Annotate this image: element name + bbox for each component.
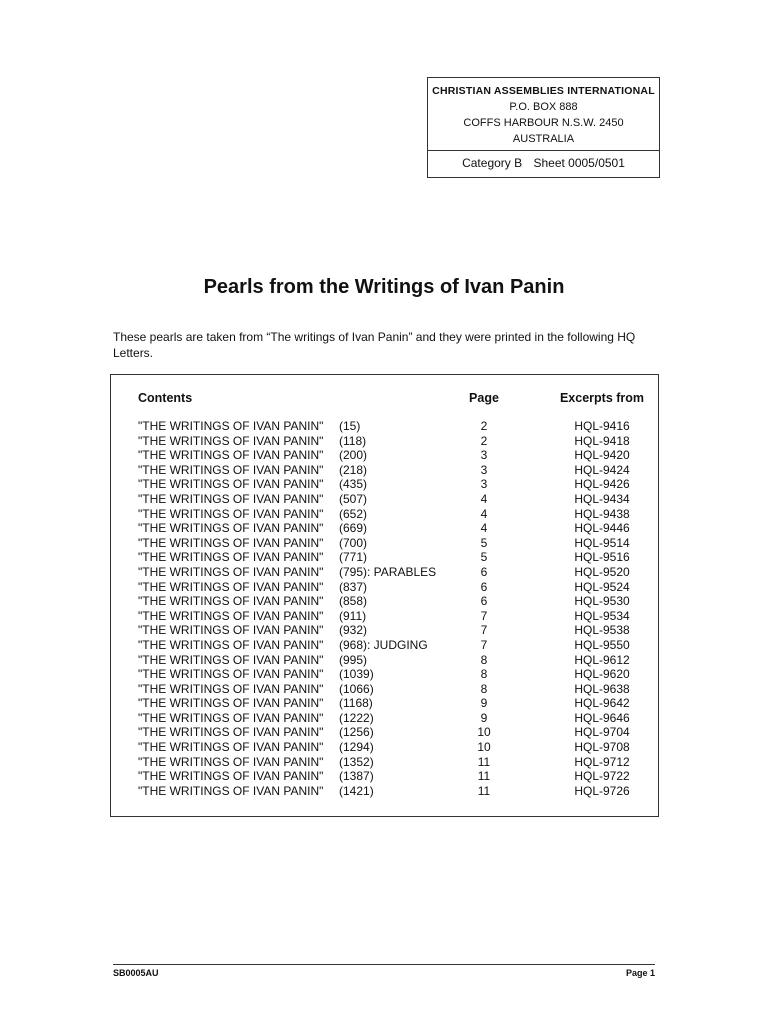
address-box bbox=[427, 77, 660, 178]
row-page: 6 bbox=[480, 564, 488, 579]
row-title: "THE WRITINGS OF IVAN PANIN" bbox=[138, 667, 324, 682]
table-row bbox=[138, 507, 658, 522]
row-title: "THE WRITINGS OF IVAN PANIN" bbox=[138, 550, 324, 565]
row-page: 5 bbox=[480, 535, 488, 550]
row-excerpt-ref: HQL-9646 bbox=[574, 710, 630, 725]
table-row bbox=[138, 755, 658, 770]
row-page: 6 bbox=[480, 594, 488, 609]
row-number: (771) bbox=[339, 550, 368, 565]
row-number: (995) bbox=[339, 652, 368, 667]
row-excerpt-ref: HQL-9726 bbox=[574, 783, 630, 798]
row-excerpt-ref: HQL-9638 bbox=[574, 681, 630, 696]
row-number: (218) bbox=[339, 462, 368, 477]
row-page: 10 bbox=[477, 740, 491, 755]
row-number: (669) bbox=[339, 521, 368, 536]
contents-rows bbox=[138, 419, 658, 798]
row-title: "THE WRITINGS OF IVAN PANIN" bbox=[138, 783, 324, 798]
row-number: (1387) bbox=[339, 769, 374, 784]
table-row bbox=[138, 492, 658, 507]
row-page: 4 bbox=[480, 521, 488, 536]
row-excerpt-ref: HQL-9704 bbox=[574, 725, 630, 740]
table-row bbox=[138, 667, 658, 682]
row-title: "THE WRITINGS OF IVAN PANIN" bbox=[138, 521, 324, 536]
row-number: (932) bbox=[339, 623, 368, 638]
row-excerpt-ref: HQL-9426 bbox=[574, 477, 630, 492]
row-title: "THE WRITINGS OF IVAN PANIN" bbox=[138, 681, 324, 696]
footer-divider bbox=[113, 964, 655, 965]
row-number: (507) bbox=[339, 491, 368, 506]
row-number: (1352) bbox=[339, 754, 374, 769]
row-number: (700) bbox=[339, 535, 368, 550]
row-number: (1222) bbox=[339, 710, 374, 725]
row-excerpt-ref: HQL-9446 bbox=[574, 521, 630, 536]
footer-code: SB0005AU bbox=[113, 968, 159, 978]
row-number: (1294) bbox=[339, 740, 374, 755]
row-title: "THE WRITINGS OF IVAN PANIN" bbox=[138, 491, 324, 506]
row-title: "THE WRITINGS OF IVAN PANIN" bbox=[138, 419, 324, 433]
row-title: "THE WRITINGS OF IVAN PANIN" bbox=[138, 433, 324, 448]
table-row bbox=[138, 434, 658, 449]
table-row bbox=[138, 448, 658, 463]
row-excerpt-ref: HQL-9514 bbox=[574, 535, 630, 550]
row-title: "THE WRITINGS OF IVAN PANIN" bbox=[138, 608, 324, 623]
table-row bbox=[138, 477, 658, 492]
row-excerpt-ref: HQL-9416 bbox=[574, 419, 630, 433]
row-excerpt-ref: HQL-9612 bbox=[574, 652, 630, 667]
row-number: (795): PARABLES bbox=[339, 564, 437, 579]
sheet-label: Sheet 0005/0501 bbox=[533, 156, 625, 170]
table-row bbox=[138, 784, 658, 799]
row-page: 7 bbox=[480, 637, 488, 652]
row-title: "THE WRITINGS OF IVAN PANIN" bbox=[138, 696, 324, 711]
row-page: 10 bbox=[477, 725, 491, 740]
table-row bbox=[138, 638, 658, 653]
row-excerpt-ref: HQL-9420 bbox=[574, 448, 630, 463]
row-excerpt-ref: HQL-9550 bbox=[574, 637, 630, 652]
row-number: (911) bbox=[339, 608, 367, 623]
row-title: "THE WRITINGS OF IVAN PANIN" bbox=[138, 710, 324, 725]
row-number: (1256) bbox=[339, 725, 374, 740]
table-row bbox=[138, 594, 658, 609]
row-page: 2 bbox=[480, 433, 488, 448]
contents-table bbox=[110, 374, 659, 817]
row-page: 11 bbox=[477, 783, 491, 798]
row-title: "THE WRITINGS OF IVAN PANIN" bbox=[138, 725, 324, 740]
address-line-2: COFFS HARBOUR N.S.W. 2450 bbox=[463, 117, 624, 129]
table-row bbox=[138, 725, 658, 740]
header-contents: Contents bbox=[138, 391, 193, 405]
row-number: (15) bbox=[339, 419, 361, 433]
row-page: 7 bbox=[480, 623, 488, 638]
row-number: (200) bbox=[339, 448, 368, 463]
row-excerpt-ref: HQL-9722 bbox=[574, 769, 630, 784]
row-title: "THE WRITINGS OF IVAN PANIN" bbox=[138, 754, 324, 769]
row-title: "THE WRITINGS OF IVAN PANIN" bbox=[138, 652, 324, 667]
row-title: "THE WRITINGS OF IVAN PANIN" bbox=[138, 477, 324, 492]
row-number: (968): JUDGING bbox=[339, 637, 428, 652]
row-page: 3 bbox=[480, 477, 488, 492]
table-row bbox=[138, 623, 658, 638]
row-excerpt-ref: HQL-9530 bbox=[574, 594, 630, 609]
row-number: (1039) bbox=[339, 667, 374, 682]
row-title: "THE WRITINGS OF IVAN PANIN" bbox=[138, 535, 324, 550]
row-page: 9 bbox=[480, 710, 488, 725]
row-number: (1168) bbox=[339, 696, 373, 711]
row-number: (1066) bbox=[339, 681, 374, 696]
category-label: Category B bbox=[462, 156, 523, 170]
table-row bbox=[138, 419, 658, 434]
row-excerpt-ref: HQL-9418 bbox=[574, 433, 630, 448]
table-row bbox=[138, 536, 658, 551]
address-line-1: P.O. BOX 888 bbox=[509, 101, 578, 113]
organization-name: CHRISTIAN ASSEMBLIES INTERNATIONAL bbox=[432, 85, 655, 97]
row-page: 3 bbox=[480, 462, 488, 477]
row-page: 2 bbox=[480, 419, 488, 433]
table-row bbox=[138, 682, 658, 697]
row-excerpt-ref: HQL-9520 bbox=[574, 564, 630, 579]
table-row bbox=[138, 609, 658, 624]
table-row bbox=[138, 653, 658, 668]
row-number: (435) bbox=[339, 477, 368, 492]
page-title: Pearls from the Writings of Ivan Panin bbox=[203, 276, 565, 298]
header-page: Page bbox=[469, 391, 499, 405]
row-excerpt-ref: HQL-9524 bbox=[574, 579, 630, 594]
row-page: 4 bbox=[480, 491, 488, 506]
row-excerpt-ref: HQL-9534 bbox=[574, 608, 630, 623]
row-page: 11 bbox=[477, 769, 491, 784]
table-row bbox=[138, 740, 658, 755]
table-row bbox=[138, 580, 658, 595]
address-line-3: AUSTRALIA bbox=[512, 133, 575, 145]
row-number: (118) bbox=[339, 433, 367, 448]
row-page: 8 bbox=[480, 652, 488, 667]
row-excerpt-ref: HQL-9438 bbox=[574, 506, 630, 521]
row-excerpt-ref: HQL-9712 bbox=[574, 754, 630, 769]
row-page: 3 bbox=[480, 448, 488, 463]
row-title: "THE WRITINGS OF IVAN PANIN" bbox=[138, 448, 324, 463]
address-block bbox=[428, 78, 659, 151]
intro-paragraph: These pearls are taken from “The writings of Ivan Panin” and they were printed in the following HQ Letters. bbox=[113, 330, 636, 360]
table-row bbox=[138, 711, 658, 726]
row-page: 4 bbox=[480, 506, 488, 521]
row-excerpt-ref: HQL-9424 bbox=[574, 462, 630, 477]
table-row bbox=[138, 565, 658, 580]
row-title: "THE WRITINGS OF IVAN PANIN" bbox=[138, 769, 324, 784]
row-page: 9 bbox=[480, 696, 488, 711]
row-excerpt-ref: HQL-9708 bbox=[574, 740, 630, 755]
category-sheet-line bbox=[428, 151, 659, 177]
row-title: "THE WRITINGS OF IVAN PANIN" bbox=[138, 462, 324, 477]
row-page: 8 bbox=[480, 681, 488, 696]
row-title: "THE WRITINGS OF IVAN PANIN" bbox=[138, 579, 324, 594]
row-excerpt-ref: HQL-9434 bbox=[574, 491, 630, 506]
row-title: "THE WRITINGS OF IVAN PANIN" bbox=[138, 506, 324, 521]
row-title: "THE WRITINGS OF IVAN PANIN" bbox=[138, 623, 324, 638]
row-excerpt-ref: HQL-9642 bbox=[574, 696, 630, 711]
row-excerpt-ref: HQL-9516 bbox=[574, 550, 630, 565]
table-row bbox=[138, 769, 658, 784]
table-row bbox=[138, 696, 658, 711]
row-page: 5 bbox=[480, 550, 488, 565]
row-page: 11 bbox=[477, 754, 491, 769]
row-number: (652) bbox=[339, 506, 368, 521]
row-page: 8 bbox=[480, 667, 488, 682]
row-number: (858) bbox=[339, 594, 368, 609]
row-title: "THE WRITINGS OF IVAN PANIN" bbox=[138, 564, 324, 579]
row-page: 7 bbox=[480, 608, 488, 623]
footer-page-number: Page 1 bbox=[625, 968, 655, 978]
table-row bbox=[138, 521, 658, 536]
row-page: 6 bbox=[480, 579, 488, 594]
row-title: "THE WRITINGS OF IVAN PANIN" bbox=[138, 637, 324, 652]
row-number: (837) bbox=[339, 579, 368, 594]
row-title: "THE WRITINGS OF IVAN PANIN" bbox=[138, 740, 324, 755]
row-title: "THE WRITINGS OF IVAN PANIN" bbox=[138, 594, 324, 609]
header-excerpts: Excerpts from bbox=[559, 391, 645, 405]
table-row bbox=[138, 463, 658, 478]
row-number: (1421) bbox=[339, 783, 374, 798]
row-excerpt-ref: HQL-9620 bbox=[574, 667, 630, 682]
table-row bbox=[138, 550, 658, 565]
row-excerpt-ref: HQL-9538 bbox=[574, 623, 630, 638]
